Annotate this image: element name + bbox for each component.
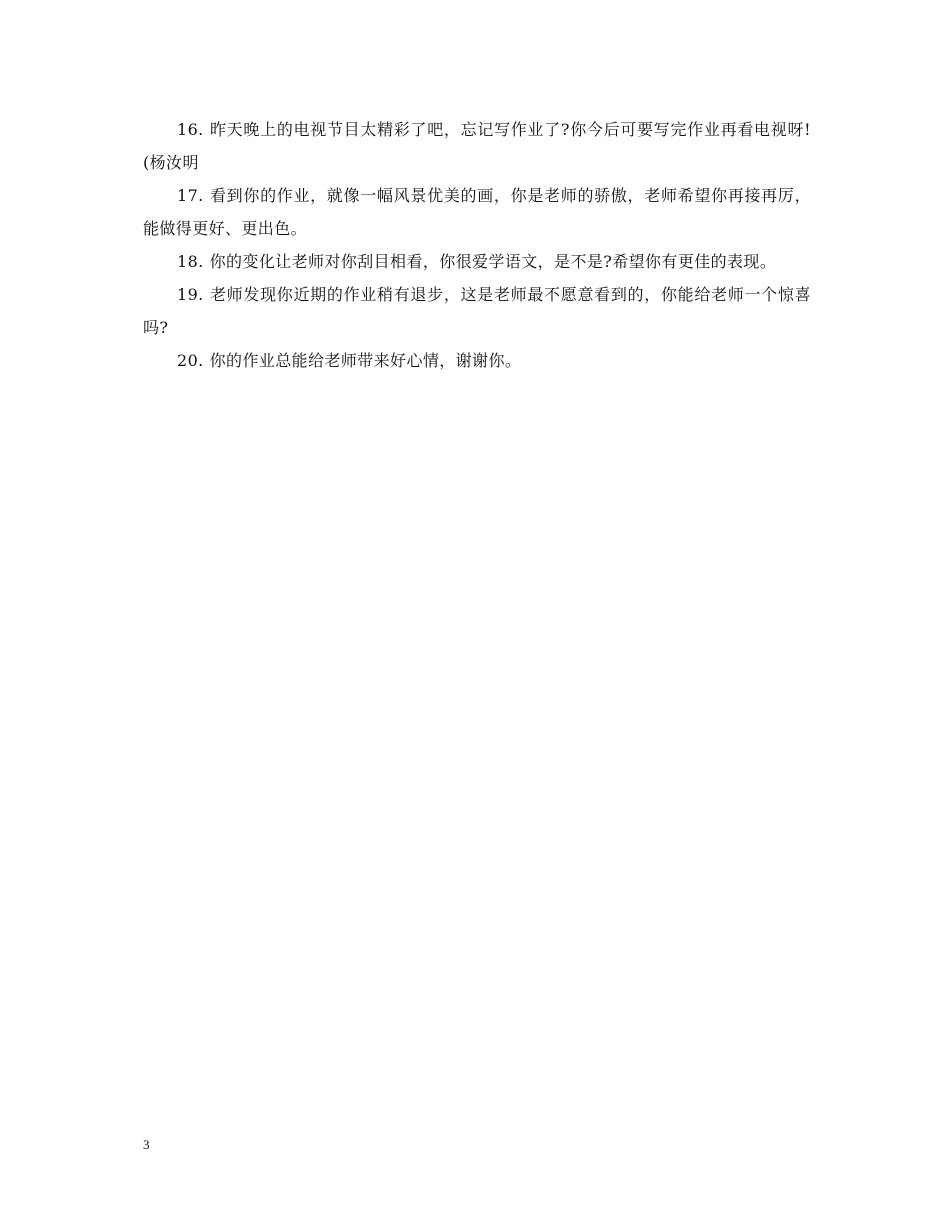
list-item	[143, 179, 811, 245]
item-number: 19.	[177, 285, 204, 304]
item-text: 老师发现你近期的作业稍有退步，这是老师最不愿意看到的，你能给老师一个惊喜吗?	[143, 285, 811, 337]
item-number: 18.	[177, 252, 204, 271]
item-text: 昨天晚上的电视节目太精彩了吧，忘记写作业了?你今后可要写完作业再看电视呀!(杨汝明	[143, 120, 811, 172]
item-text: 你的变化让老师对你刮目相看，你很爱学语文，是不是?希望你有更佳的表现。	[209, 252, 777, 271]
document-body	[143, 113, 811, 377]
list-item	[143, 344, 811, 377]
list-item	[143, 278, 811, 344]
page-number: 3	[143, 1137, 150, 1152]
item-number: 17.	[177, 186, 204, 205]
list-item	[143, 245, 811, 278]
item-number: 16.	[177, 120, 204, 139]
item-text: 你的作业总能给老师带来好心情，谢谢你。	[209, 351, 522, 370]
item-number: 20.	[177, 351, 204, 370]
item-text: 看到你的作业，就像一幅风景优美的画，你是老师的骄傲，老师希望你再接再厉，能做得更好、更出色。	[143, 186, 811, 238]
list-item	[143, 113, 811, 179]
